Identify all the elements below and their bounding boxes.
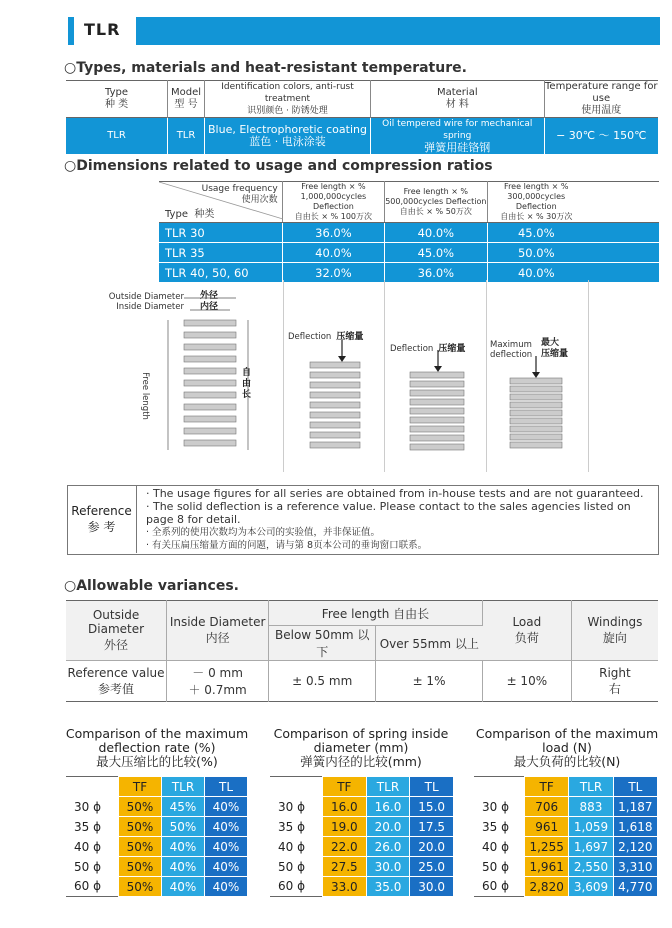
col-temp-zh: 使用温度 [581,105,622,116]
cell-material-en: Oil tempered wire for mechanical spring [382,119,533,141]
max-deflection-en1: Maximum [490,340,532,350]
col-material [371,81,545,118]
row-dia: 60 ϕ [66,877,119,897]
col-1m-l1: Free length × % [301,182,366,191]
row-dia: 35 ϕ [270,817,323,837]
compare-title-2-l1: Comparison of spring inside [273,726,449,741]
val-tl: 20.0 [410,837,454,857]
val-tlr: 50% [162,817,205,837]
compare-title-2-l2: diameter (mm) [313,740,409,755]
val-tf: 16.0 [323,797,367,817]
val-tf: 2,820 [525,877,569,897]
cell-material-zh: 弹簧用硅铬钢 [424,141,491,154]
val-ref-zh: 参考值 [98,681,135,696]
col-500k-l3: 自由长 × % 50万次 [399,207,472,216]
reference-note: · 有关压扁压缩量方面的问题，请与第 8页本公司的垂询窗口联系。 [146,540,428,551]
cell-material [371,118,545,155]
corner-bottom-en: Type [165,209,188,220]
val-tl: 15.0 [410,797,454,817]
hd-load-en: Load [512,615,542,629]
val-inside-2: ＋ 0.7mm [188,683,247,697]
cell-color [204,118,370,155]
hdr-tlr: TLR [569,777,613,797]
row-dia: 40 ϕ [66,837,119,857]
hd-windings-en: Windings [587,615,643,629]
compare-row [270,877,454,897]
spring-deflection-1 [310,340,360,448]
cell-color-zh: 蓝色 · 电泳涂装 [249,135,326,148]
max-deflection-zh2: 压缩量 [541,349,569,359]
corner-header [159,182,282,223]
col-300k [487,182,659,223]
col-color [204,81,370,118]
val-tf: 961 [525,817,569,837]
hd-load [482,601,571,661]
val-tl: 25.0 [410,857,454,877]
compare-row [474,877,658,897]
compare-title-3-l2: load (N) [542,740,592,755]
row-type: TLR 35 [159,243,282,263]
compare-title-3-zh: 最大负荷的比较(N) [513,754,621,769]
compare-row [66,797,248,817]
row-val: 40.0% [487,263,659,283]
col-300k-l2: 300,000cycles Deflection [507,192,566,211]
hdr-tlr: TLR [366,777,410,797]
reference-notes [146,487,658,552]
val-tl: 17.5 [410,817,454,837]
row-val: 45.0% [487,223,659,243]
compare-title-1-l2: deflection rate (%) [98,740,216,755]
compare-title-3 [472,727,662,769]
hdr-tlr: TLR [162,777,205,797]
col-1m-l3: 自由长 × % 100万次 [294,212,372,221]
cell-type: TLR [66,118,168,155]
corner-top-zh: 使用次数 [241,195,278,205]
val-tf: 50% [119,857,162,877]
spring-max-deflection [510,356,562,448]
corner-top-en: Usage frequency [201,184,278,194]
deflection-label-1-en: Deflection [288,332,332,342]
compare-title-2 [268,727,454,769]
val-tl: 40% [205,877,248,897]
val-ref-en: Reference value [67,665,165,680]
compare-row [474,857,658,877]
col-material-zh: 材 料 [445,99,469,110]
hd-below: Below 50mm 以下 [269,626,376,661]
hd-free-length: Free length 自由长 [269,601,483,626]
hd-inside-zh: 内径 [205,631,230,645]
deflection-label-2-en: Deflection [390,344,434,354]
hdr-tl: TL [410,777,454,797]
compare-title-1-l1: Comparison of the maximum [65,726,249,741]
hd-outside-zh: 外径 [104,638,129,652]
col-temp [544,81,658,118]
compression-row [159,223,659,243]
val-tlr: 16.0 [366,797,410,817]
col-model [168,81,205,118]
row-val: 32.0% [282,263,384,283]
val-tlr: 40% [162,837,205,857]
val-tlr: 20.0 [366,817,410,837]
compare-row [474,817,658,837]
compression-table-header [159,182,659,223]
hd-inside-en: Inside Diameter [169,615,266,629]
row-type: TLR 30 [159,223,282,243]
compare-row [66,877,248,897]
variances-row [66,661,658,702]
compression-row [159,243,659,263]
compare-row [474,837,658,857]
val-tlr: 40% [162,877,205,897]
compare-row [66,817,248,837]
val-windings [571,661,658,702]
val-tf: 1,961 [525,857,569,877]
variances-table [66,600,658,702]
corner-top [202,184,278,206]
val-tf: 33.0 [323,877,367,897]
col-color-zh: 识别颜色 · 防锈处理 [247,106,328,116]
col-temp-en: Temperature range for use [545,81,658,104]
free-length-zh: 自由长 [242,368,252,400]
compare-title-2-zh: 弹簧内径的比较(mm) [300,754,422,769]
compare-row [270,857,454,877]
col-type [66,81,168,118]
spring-deflection-2 [410,350,464,450]
deflection-label-2-zh: 压缩量 [438,344,466,354]
hd-windings-zh: 旋向 [602,631,627,645]
col-300k-l3: 自由长 × % 30万次 [500,212,573,221]
hd-outside-en: Outside Diameter [88,608,145,636]
reference-note: · The usage figures for all series are obtained from in-house tests and are not guaranteed. [146,487,644,500]
row-val: 45.0% [385,243,487,263]
corner-bottom-zh: 种类 [194,209,215,220]
val-tlr: 1,697 [569,837,613,857]
compare-row [474,797,658,817]
hd-inside [167,601,269,661]
col-500k-l1: Free length × % [403,187,469,196]
max-deflection-en2: deflection [490,350,533,360]
row-val: 50.0% [487,243,659,263]
val-tf: 50% [119,797,162,817]
val-tf: 50% [119,837,162,857]
hdr-tf: TF [525,777,569,797]
col-type-zh: 种 类 [104,99,129,110]
col-1m [282,182,384,223]
compare-header [474,777,658,797]
val-windings-en: Right [599,665,631,680]
val-tlr: 2,550 [569,857,613,877]
val-tf: 27.5 [323,857,367,877]
row-dia: 30 ϕ [270,797,323,817]
val-tlr: 3,609 [569,877,613,897]
row-dia: 60 ϕ [474,877,525,897]
val-tl: 30.0 [410,877,454,897]
val-windings-zh: 右 [608,681,621,696]
outside-diameter-zh: 外径 [200,291,219,301]
col-model-zh: 型 号 [174,99,198,110]
row-dia: 50 ϕ [270,857,323,877]
reference-label-zh: 参 考 [87,520,116,534]
compare-row [270,817,454,837]
cell-model: TLR [168,118,205,155]
hd-outside [66,601,167,661]
compare-header [66,777,248,797]
val-tf: 706 [525,797,569,817]
row-val: 40.0% [385,223,487,243]
col-type-en: Type [105,87,129,98]
free-length-label: Free length [140,372,150,420]
section-title-types: ○Types, materials and heat-resistant temperature. [64,60,467,76]
compare-title-1 [64,727,250,769]
hdr-tf: TF [323,777,367,797]
header-band [136,17,660,45]
col-500k [385,182,487,223]
section-title-dimensions: ○Dimensions related to usage and compression ratios [64,158,493,174]
val-over: ± 1% [376,661,483,702]
section-title-variances: ○Allowable variances. [64,578,239,594]
row-type: TLR 40, 50, 60 [159,263,282,283]
outside-diameter-label: Outside Diameter [108,292,184,302]
col-1m-l2: 1,000,000cycles Deflection [300,192,367,211]
val-tlr: 1,059 [569,817,613,837]
reference-note: · The solid deflection is a reference value. Please contact to the sales agencies listed on page 8 for detail. [146,500,631,526]
row-dia: 30 ϕ [474,797,525,817]
val-tlr: 26.0 [366,837,410,857]
variances-header [66,601,658,626]
compare-row [66,837,248,857]
val-tf: 1,255 [525,837,569,857]
types-table-header [66,81,658,118]
val-load: ± 10% [482,661,571,702]
row-val: 36.0% [385,263,487,283]
spring-illustrations [150,290,610,470]
col-color-en: Identification colors, anti-rust treatment [221,82,354,104]
val-tf: 50% [119,817,162,837]
val-tf: 50% [119,877,162,897]
header-accent-bar [68,17,74,45]
types-table [66,80,658,154]
cell-color-en: Blue, Electrophoretic coating [208,123,367,136]
hdr-tl: TL [613,777,657,797]
col-material-en: Material [436,87,478,98]
val-tl: 1,618 [613,817,657,837]
col-model-en: Model [171,87,202,98]
col-300k-l1: Free length × % [504,182,569,191]
val-inside-1: － 0 mm [192,666,243,680]
corner-bottom [165,210,214,220]
row-dia: 60 ϕ [270,877,323,897]
val-inside [167,661,269,702]
row-dia: 50 ϕ [474,857,525,877]
row-val: 36.0% [282,223,384,243]
row-dia: 35 ϕ [474,817,525,837]
val-tlr: 30.0 [366,857,410,877]
val-tf: 19.0 [323,817,367,837]
row-dia: 40 ϕ [474,837,525,857]
val-tl: 3,310 [613,857,657,877]
val-tlr: 45% [162,797,205,817]
cell-temp: − 30℃ ～ 150℃ [544,118,658,155]
compare-table-2 [270,776,454,897]
compare-title-3-l1: Comparison of the maximum [475,726,659,741]
val-below: ± 0.5 mm [269,661,376,702]
compare-table-1 [66,776,248,897]
val-tlr: 40% [162,857,205,877]
compare-row [270,837,454,857]
val-ref [66,661,167,702]
reference-note: · 全系列的使用次数均为本公司的实验值，并非保证值。 [146,527,381,538]
row-dia: 35 ϕ [66,817,119,837]
val-tlr: 35.0 [366,877,410,897]
compare-title-1-zh: 最大压缩比的比较(%) [96,754,218,769]
compare-row [66,857,248,877]
types-table-row [66,118,658,155]
spring-free [184,320,236,446]
val-tf: 22.0 [323,837,367,857]
val-tl: 40% [205,797,248,817]
page-title: TLR [84,20,121,39]
val-tl: 4,770 [613,877,657,897]
row-dia: 40 ϕ [270,837,323,857]
val-tl: 2,120 [613,837,657,857]
reference-label-en: Reference [71,504,132,518]
val-tl: 1,187 [613,797,657,817]
reference-label [67,485,137,553]
val-tl: 40% [205,817,248,837]
compare-table-3 [474,776,658,897]
hdr-tl: TL [205,777,248,797]
val-tl: 40% [205,857,248,877]
col-500k-l2: 500,000cycles Deflection [385,197,487,206]
hd-load-zh: 负荷 [514,631,539,645]
row-dia: 50 ϕ [66,857,119,877]
inside-diameter-zh: 内径 [200,302,219,312]
hd-over: Over 55mm 以上 [376,626,483,661]
compare-header [270,777,454,797]
val-tlr: 883 [569,797,613,817]
hd-windings [571,601,658,661]
row-val: 40.0% [282,243,384,263]
max-deflection-zh1: 最大 [541,338,560,348]
compression-row [159,263,659,283]
deflection-label-1-zh: 压缩量 [336,332,364,342]
compare-row [270,797,454,817]
compression-table [159,181,659,283]
row-dia: 30 ϕ [66,797,119,817]
val-tl: 40% [205,837,248,857]
inside-diameter-label: Inside Diameter [116,302,184,312]
hdr-tf: TF [119,777,162,797]
